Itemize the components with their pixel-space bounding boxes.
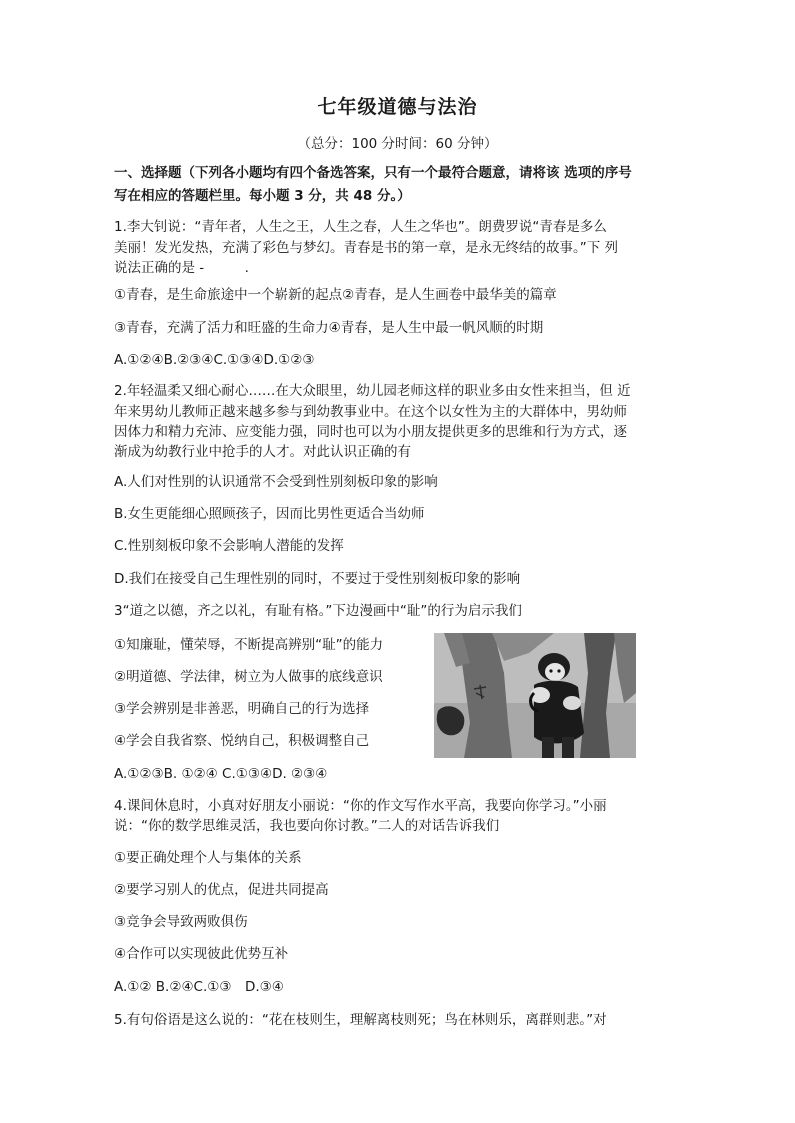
q2-stem-line-2: 年来男幼儿教师正越来越多参与到幼教事业中。在这个以女性为主的大群体中，男幼师 <box>114 404 627 420</box>
q5-stem-line-1: 5.有句俗语是这么说的：“花在枝则生，理解离枝则死；鸟在林则乐，离群则悲。”对 <box>114 1012 607 1028</box>
comic-drawing <box>434 633 636 758</box>
q2-stem-line-1: 2.年轻温柔又细心耐心……在大众眼里，幼儿园老师这样的职业多由女性来担当，但 近 <box>114 383 631 399</box>
q4-option-2: ②要学习别人的优点，促进共同提高 <box>114 882 329 898</box>
q2-option-d: D.我们在接受自己生理性别的同时，不要过于受性别刻板印象的影响 <box>114 571 521 587</box>
q2-option-b: B.女生更能细心照顾孩子，因而比男性更适合当幼师 <box>114 506 425 522</box>
section-instruction-line-2: 写在相应的答题栏里。每小题 3 分，共 48 分。） <box>114 188 411 204</box>
q3-stem: 3“道之以德，齐之以礼，有耻有格。”下边漫画中“耻”的行为启示我们 <box>114 603 522 619</box>
q3-option-4: ④学会自我省察、悦纳自己，积极调整自己 <box>114 733 370 749</box>
q4-stem-line-2: 说：“你的数学思维灵活，我也要向你讨教。”二人的对话告诉我们 <box>114 818 500 834</box>
q1-answer-choices: A.①②④B.②③④C.①③④D.①②③ <box>114 352 315 368</box>
q2-stem-line-4: 渐成为幼教行业中抢手的人才。对此认识正确的有 <box>114 444 411 460</box>
q4-option-4: ④合作可以实现彼此优势互补 <box>114 946 289 962</box>
q3-option-2: ②明道德、学法律，树立为人做事的底线意识 <box>114 669 383 685</box>
q2-option-a: A.人们对性别的认识通常不会受到性别刻板印象的影响 <box>114 474 438 490</box>
q1-options-3-4: ③青春，充满了活力和旺盛的生命力④青春，是人生中最一帆风顺的时期 <box>114 320 544 336</box>
q1-stem-line-2: 美丽！发光发热，充满了彩色与梦幻。青春是书的第一章，是永无终结的故事。”下 列 <box>114 240 619 256</box>
q3-comic-illustration <box>434 633 636 758</box>
exam-subtitle: （总分：100 分时间：60 分钟） <box>297 136 498 152</box>
exam-title: 七年级道德与法治 <box>317 96 478 118</box>
q2-stem-line-3: 因体力和精力充沛、应变能力强，同时也可以为小朋友提供更多的思维和行为方式，逐 <box>114 424 627 440</box>
section-instruction-line-1: 一、选择题（下列各小题均有四个备选答案，只有一个最符合题意，请将该 选项的序号 <box>114 165 632 181</box>
q3-option-1: ①知廉耻，懂荣辱，不断提高辨别“耻”的能力 <box>114 637 384 653</box>
q1-stem-line-1: 1.李大钊说：“青年者，人生之王，人生之春，人生之华也”。朗费罗说“青春是多么 <box>114 219 607 235</box>
q3-answer-choices: A.①②③B. ①②④ C.①③④D. ②③④ <box>114 766 328 782</box>
q4-stem-line-1: 4.课间休息时，小真对好朋友小丽说：“你的作文写作水平高，我要向你学习。”小丽 <box>114 798 607 814</box>
q1-options-1-2: ①青春，是生命旅途中一个崭新的起点②青春，是人生画卷中最华美的篇章 <box>114 287 557 303</box>
q3-option-3: ③学会辨别是非善恶，明确自己的行为选择 <box>114 701 370 717</box>
q4-option-1: ①要正确处理个人与集体的关系 <box>114 850 302 866</box>
q2-option-c: C.性别刻板印象不会影响人潜能的发挥 <box>114 538 344 554</box>
q4-answer-choices: A.①② B.②④C.①③ D.③④ <box>114 979 284 995</box>
q4-option-3: ③竞争会导致两败俱伤 <box>114 914 248 930</box>
q1-stem-line-3: 说法正确的是 - . <box>114 260 249 276</box>
